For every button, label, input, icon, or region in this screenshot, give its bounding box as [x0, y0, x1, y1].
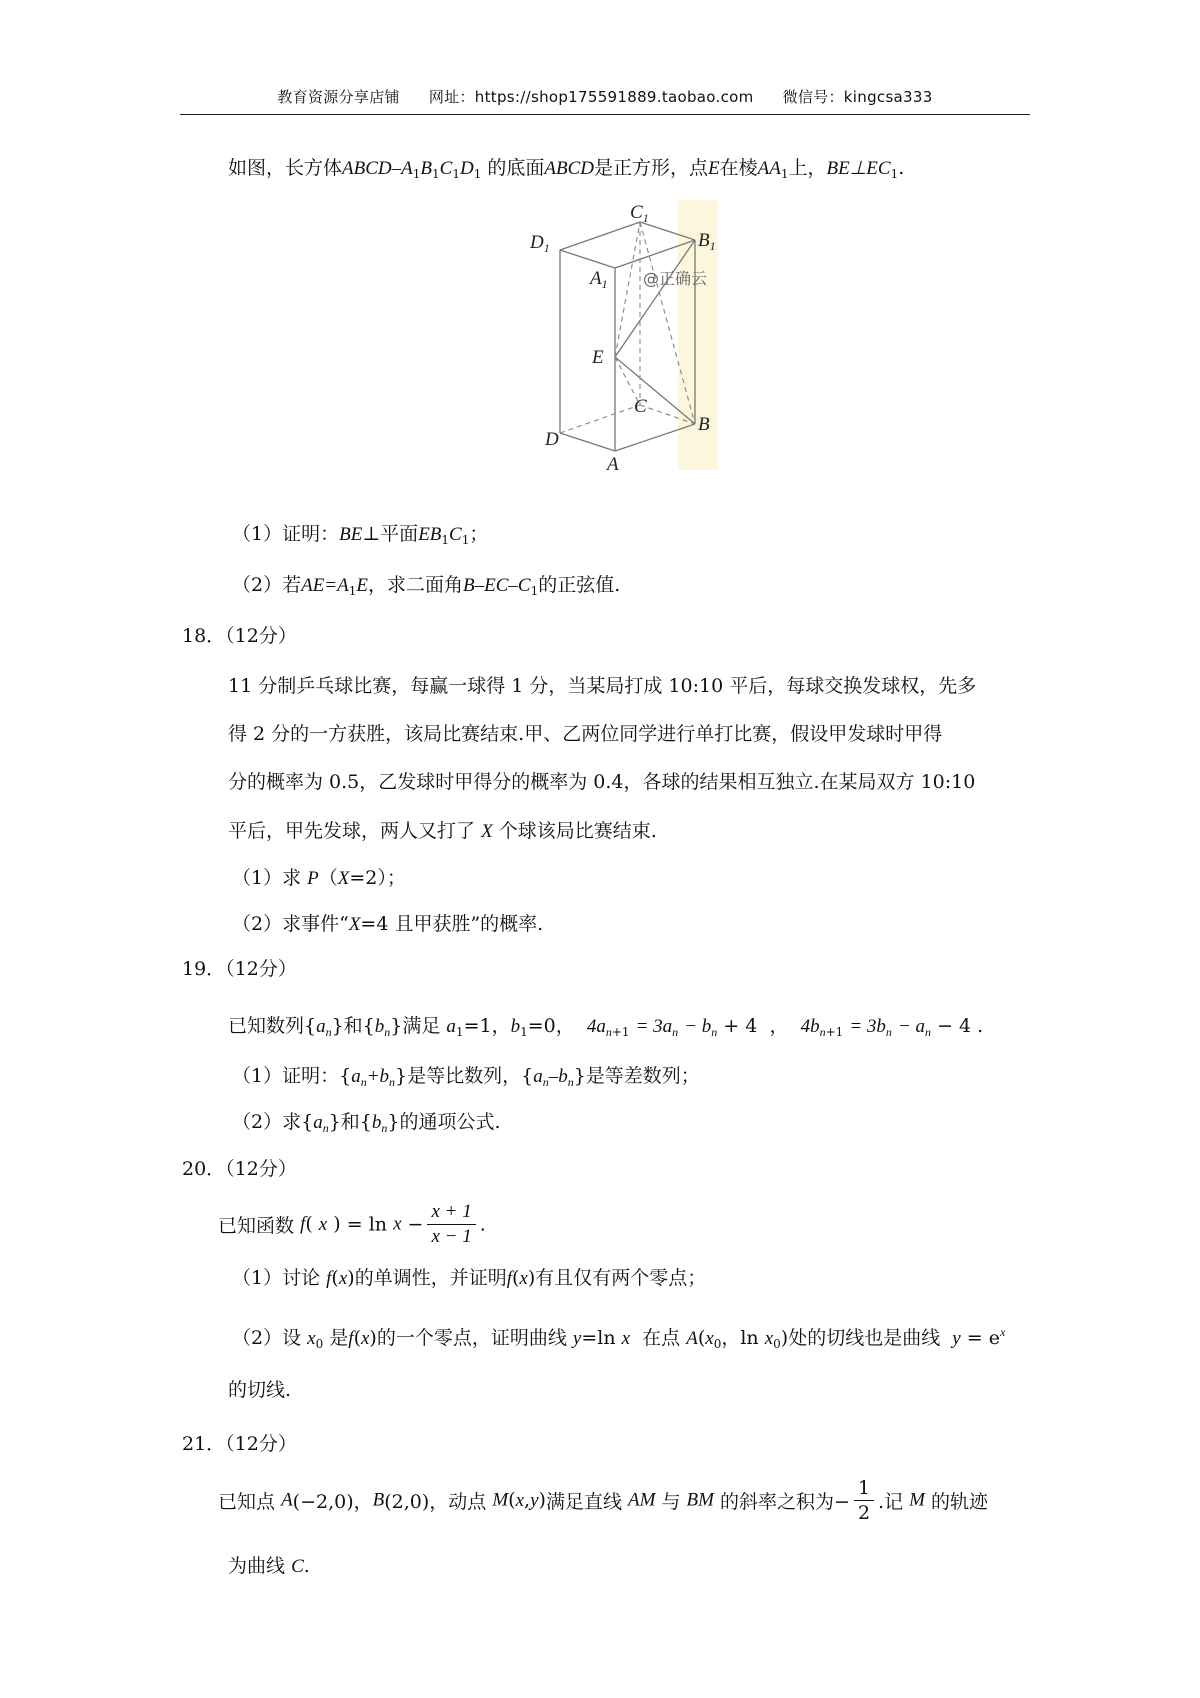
- q19-line1: 已知数列$\{a_n\}$和$\{b_n\}$满足 $a_1=1$，$b_1=0$， $4a_{n+1} = 3a_n - b_n + 4$ ， $4b_{n+1} = 3b_n - a_n - 4$ .: [228, 1015, 984, 1039]
- label-A: A: [607, 454, 619, 470]
- q20-part2: （2）设 $x_0$ 是f(x)的一个零点，证明曲线 y=ln x 在点 $A(x_0$，$\ln x_0$)处的切线也是曲线 $y = e^x$: [232, 1325, 1006, 1351]
- label-C1: $C_1$: [630, 202, 649, 225]
- q20-part1: （1）讨论 f(x)的单调性，并证明f(x)有且仅有两个零点；: [232, 1267, 707, 1289]
- q18-part1: （1）求 P（X=2）；: [232, 867, 406, 889]
- q20-number: 20．（12分）: [182, 1158, 297, 1180]
- q19-part2: （2）求$\{a_n\}$和$\{b_n\}$的通项公式.: [232, 1111, 501, 1135]
- label-B1: $B_1$: [698, 230, 716, 253]
- page-header: [180, 86, 1030, 115]
- q19-number: 19．（12分）: [182, 958, 297, 980]
- q21-line2: 为曲线 C.: [228, 1555, 310, 1577]
- figure-watermark: @正确云: [643, 269, 708, 288]
- q18-number: 18．（12分）: [182, 625, 297, 647]
- header-wechat: 微信号：kingcsa333: [782, 88, 933, 106]
- label-B: B: [698, 414, 710, 435]
- cuboid-figure: [530, 200, 730, 474]
- label-D: D: [545, 429, 559, 450]
- q18-part2: （2）求事件“X=4 且甲获胜”的概率.: [232, 913, 544, 935]
- q17-part2: （2）若$AE=A_1E$，求二面角$B-EC-C_1$的正弦值.: [232, 574, 621, 598]
- q18-line1: 11 分制乒乓球比赛，每赢一球得 1 分，当某局打成 10:10 平后，每球交换发球权，先多: [228, 675, 977, 697]
- label-C: C: [634, 396, 647, 417]
- q18-line3: 分的概率为 0.5，乙发球时甲得分的概率为 0.4，各球的结果相互独立.在某局双方 10:10: [228, 771, 976, 793]
- label-A1: $A_1$: [590, 268, 608, 291]
- label-E: E: [592, 347, 604, 368]
- q20-fraction: $\frac{x + 1}{x - 1}$: [427, 1200, 475, 1249]
- cuboid-diagram: [530, 200, 730, 470]
- q20-part2-cont: 的切线.: [228, 1379, 292, 1401]
- q18-line4: 平后，甲先发球，两人又打了 X 个球该局比赛结束.: [228, 820, 657, 842]
- q17-intro: 如图，长方体ABCD–$A_1B_1C_1D_1$ 的底面ABCD是正方形，点E在棱$AA_1$上，$BE\perp EC_1$.: [228, 157, 905, 181]
- q19-part1: （1）证明：$\{a_n+b_n\}$是等比数列，$\{a_n-b_n\}$是等差数列；: [232, 1065, 700, 1089]
- q21-line1: 已知点 A(−2,0)，B(2,0)，动点 M(x,y)满足直线 AM 与 BM 的斜率之积为− $\frac{1}{2}$ .记 M 的轨迹: [218, 1477, 989, 1524]
- q17-part1: （1）证明：BE⊥平面$EB_1C_1$；: [232, 523, 489, 547]
- q18-line2: 得 2 分的一方获胜，该局比赛结束.甲、乙两位同学进行单打比赛，假设甲发球时甲得: [228, 723, 943, 745]
- q20-line1: 已知函数 f( x ) = ln x − $\frac{x + 1}{x - 1}$ .: [218, 1201, 486, 1247]
- header-shop: 教育资源分享店铺: [277, 88, 400, 106]
- header-url: 网址：https://shop175591889.taobao.com: [428, 88, 754, 106]
- q21-number: 21．（12分）: [182, 1433, 297, 1455]
- label-D1: $D_1$: [530, 232, 550, 255]
- q21-fraction: $\frac{1}{2}$: [854, 1476, 874, 1525]
